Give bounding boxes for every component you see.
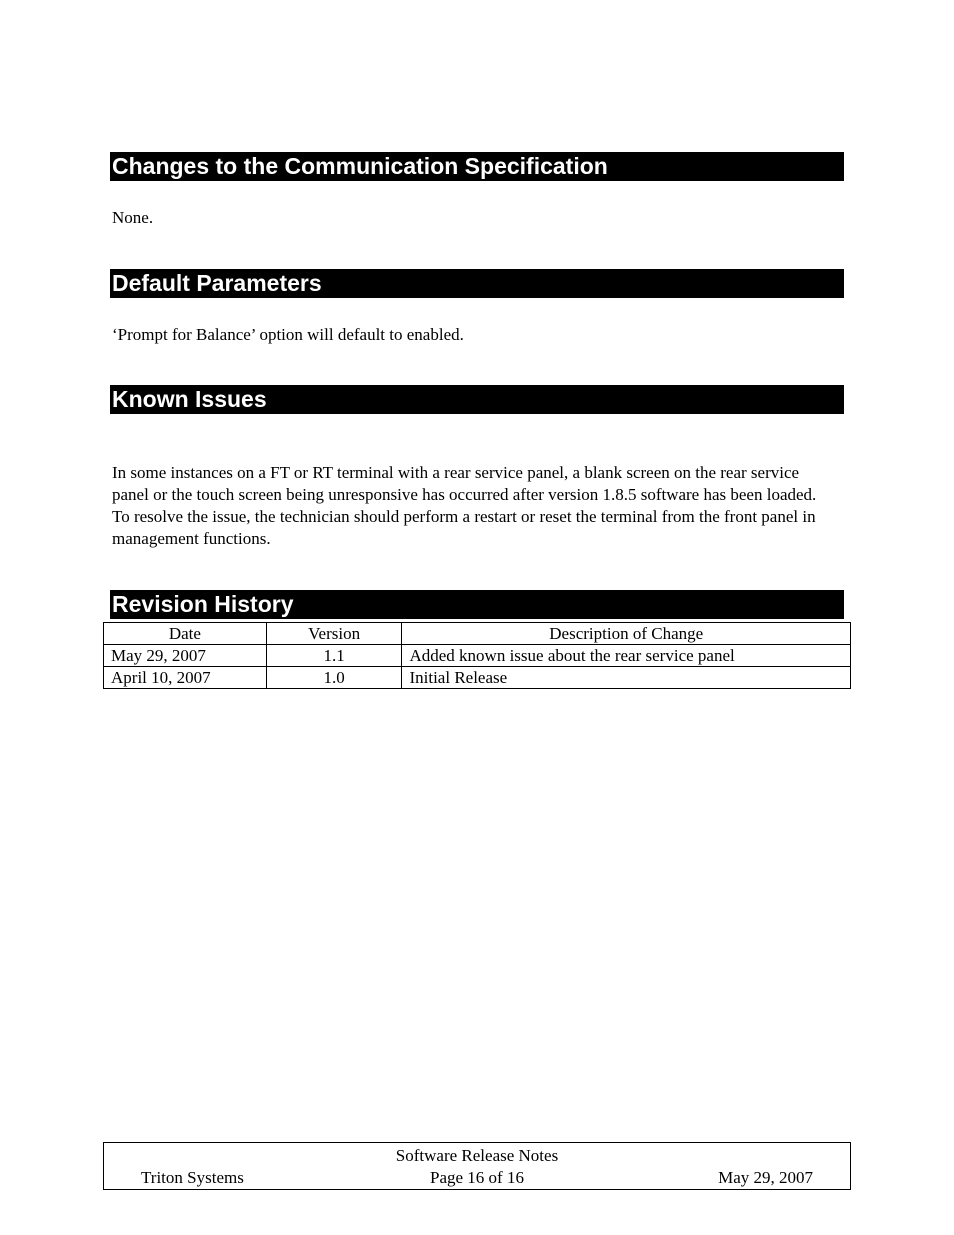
section-body-default-parameters: ‘Prompt for Balance’ option will default to enabled.: [112, 325, 464, 344]
page-footer: [103, 1142, 851, 1190]
table-cell-date: April 10, 2007: [104, 667, 267, 689]
table-header-version: Version: [266, 623, 402, 645]
table-cell-version: 1.1: [266, 645, 402, 667]
table-row: [104, 645, 851, 667]
section-heading-communication-spec: Changes to the Communication Specification: [110, 152, 844, 181]
section-heading-known-issues: Known Issues: [110, 385, 844, 414]
footer-date: May 29, 2007: [718, 1168, 813, 1187]
footer-company: Triton Systems: [141, 1168, 244, 1187]
table-header-date: Date: [104, 623, 267, 645]
table-cell-date: May 29, 2007: [104, 645, 267, 667]
table-header-description: Description of Change: [402, 623, 851, 645]
table-header-row: [104, 623, 851, 645]
section-heading-revision-history: Revision History: [110, 590, 844, 619]
section-body-known-issues: In some instances on a FT or RT terminal with a rear service panel, a blank screen on the rear service panel or the touch screen being unresponsive has occurred after version 1.8.5 software has been loaded. To resolve the issue, the technician should perform a restart or reset the terminal from the front panel in management functions.: [112, 463, 817, 548]
footer-doc-title: Software Release Notes: [395, 1146, 559, 1165]
revision-history-table: [103, 622, 851, 689]
table-cell-description: Initial Release: [402, 667, 851, 689]
table-cell-description: Added known issue about the rear service panel: [402, 645, 851, 667]
footer-page-number: Page 16 of 16: [430, 1168, 524, 1187]
table-row: [104, 667, 851, 689]
section-body-communication-spec: None.: [112, 208, 154, 227]
table-cell-version: 1.0: [266, 667, 402, 689]
section-heading-default-parameters: Default Parameters: [110, 269, 844, 298]
